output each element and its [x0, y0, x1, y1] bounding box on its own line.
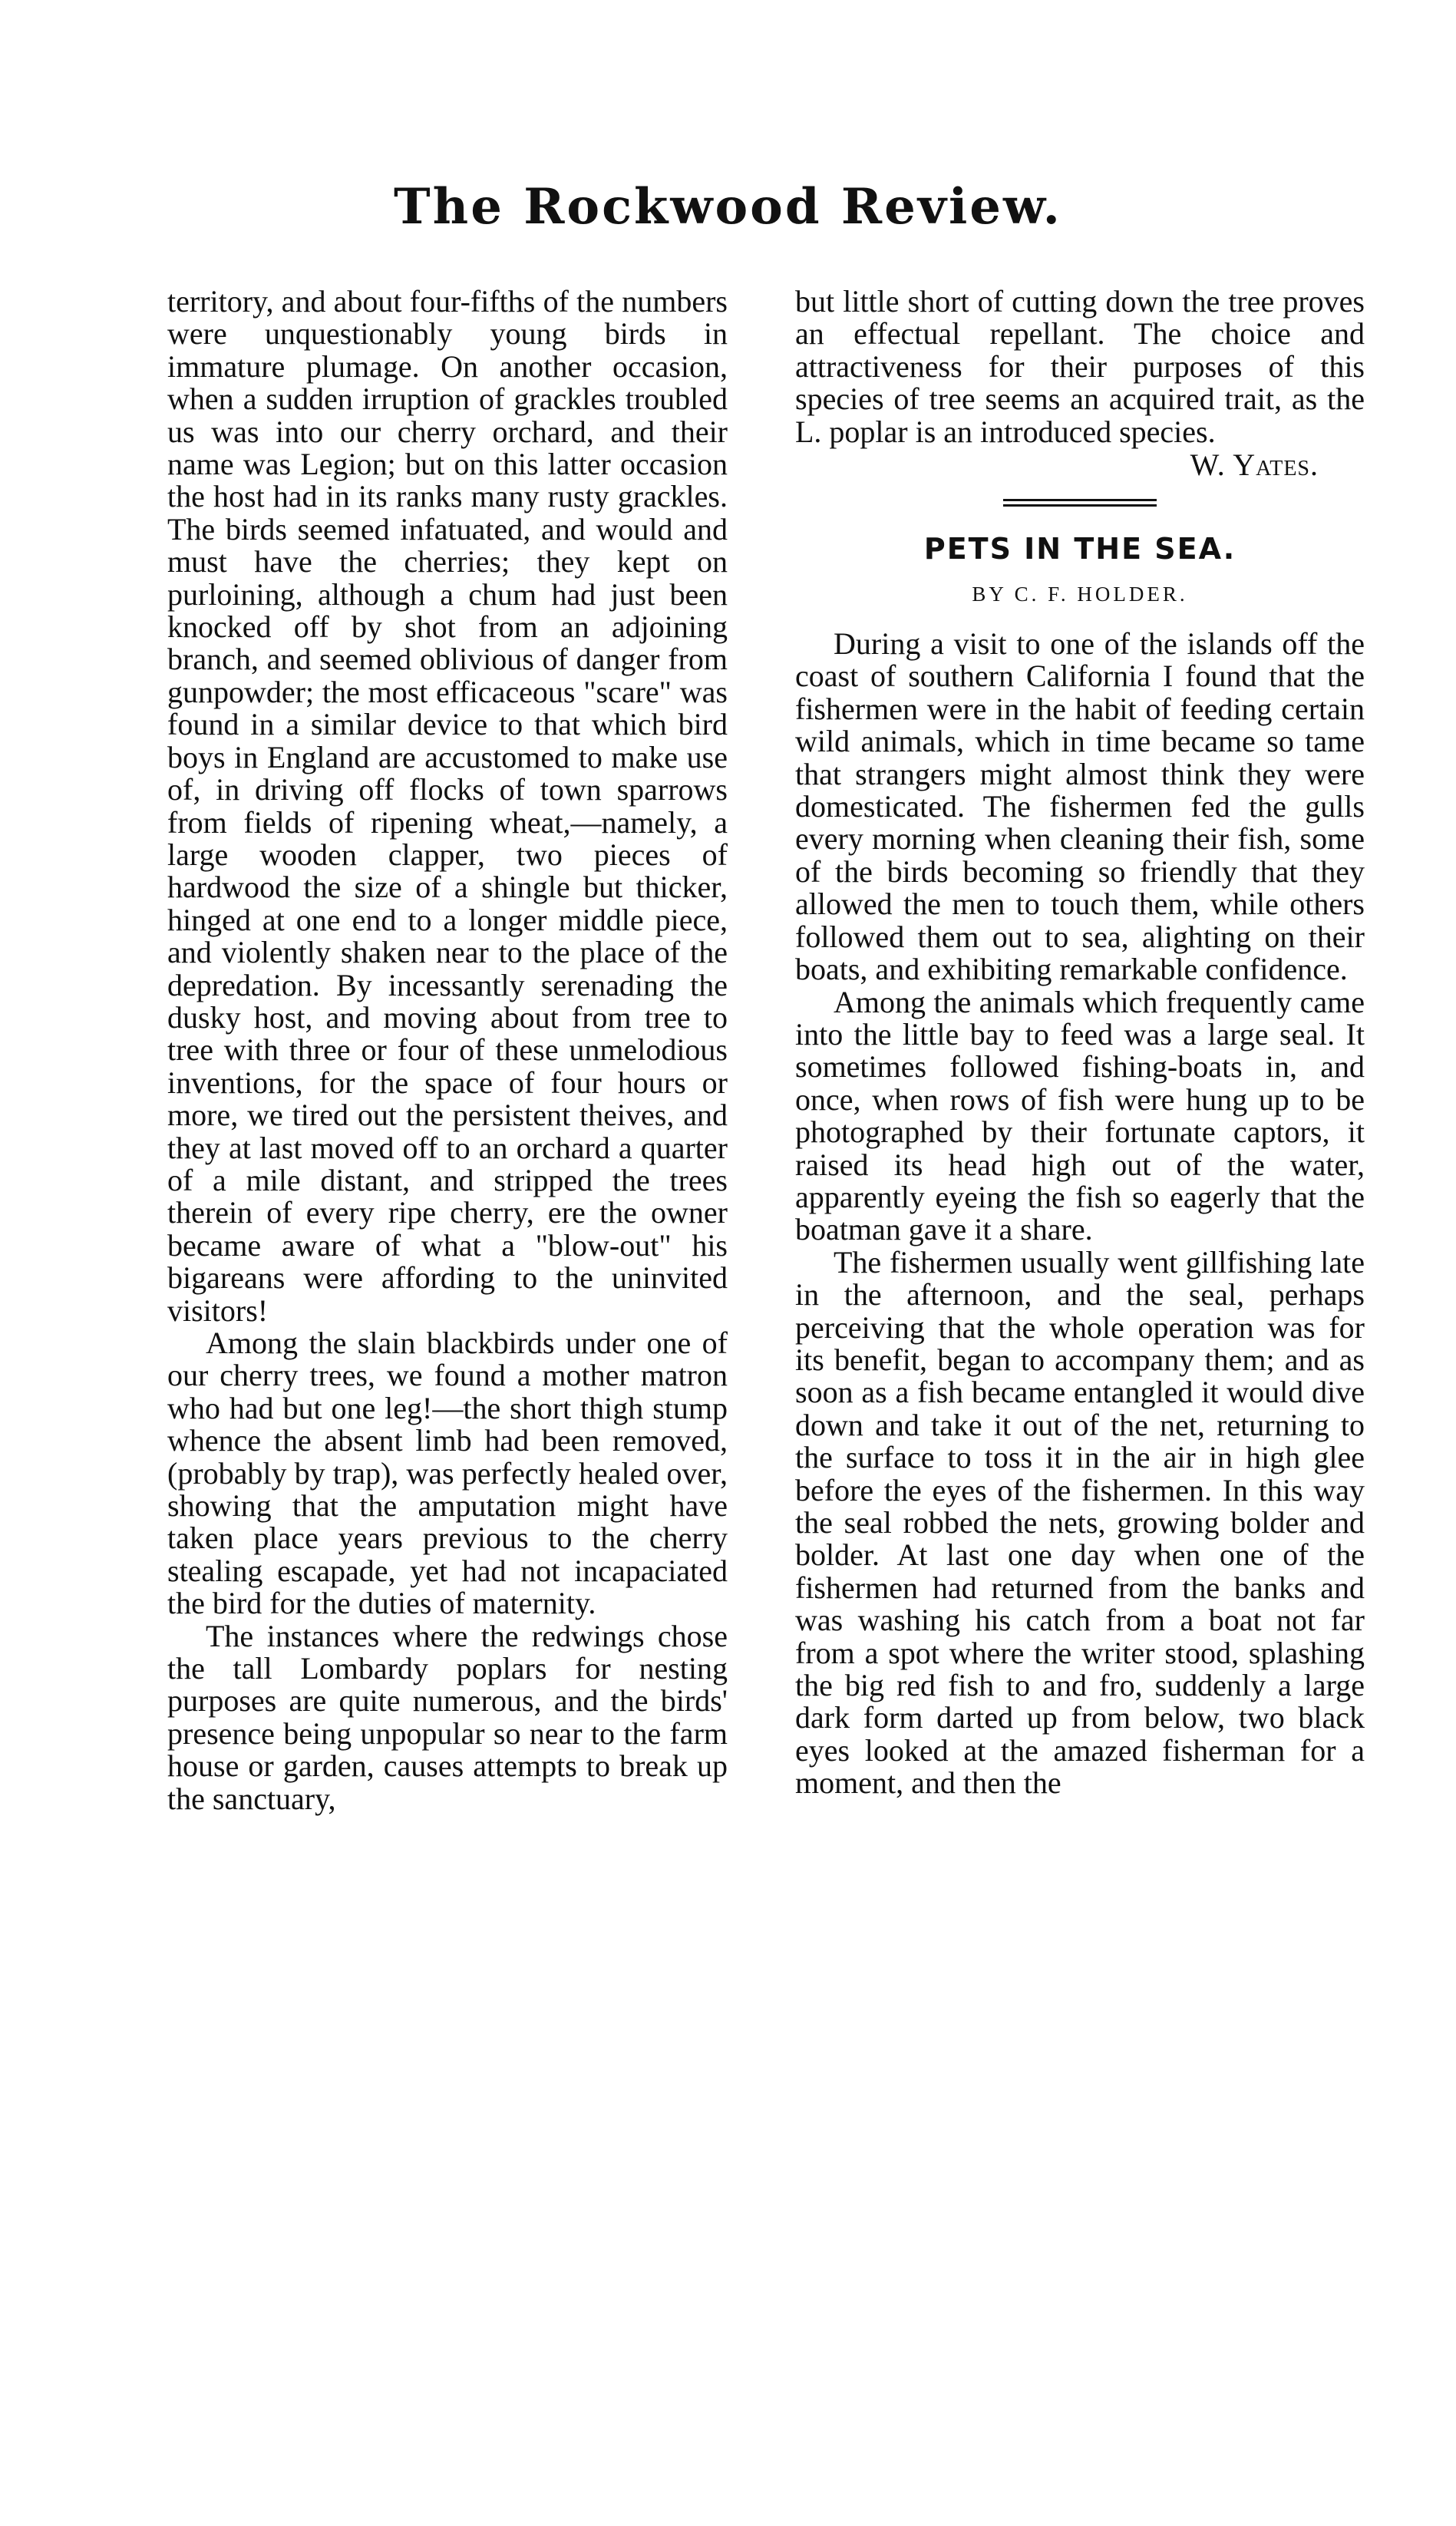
continued-paragraph: but little short of cutting down the tree proves an effectual repellant. The choice and attractiveness for their purposes of this species of tree seems an acquired trait, as the L. poplar is an introduced species. [795, 284, 1365, 449]
right-column [795, 286, 1365, 1800]
author-signature [795, 448, 1365, 482]
left-column [167, 286, 728, 1815]
article-byline: BY C. F. HOLDER. [972, 583, 1188, 606]
section-divider [1003, 499, 1157, 507]
paragraph: During a visit to one of the islands off the coast of southern California I found that the fishermen were in the habit of feeding certain wild animals, which in time became so tame that strangers might almost think they were domesticated. The fishermen fed the gulls every morning when cleaning their fish, some of the birds becoming so friendly that they allowed the men to touch them, while others followed them out to sea, alighting on their boats, and exhibiting remarkable confidence. [795, 626, 1365, 987]
paragraph: territory, and about four-fifths of the numbers were unquestionably young birds in immature plumage. On another occasion, when a sudden irruption of grackles troubled us was into our cherry orchard, and their name was Legion; but on this latter occasion the host had in its ranks many rusty grackles. The birds seemed infatuated, and would and must have the cherries; they kept on purloining, although a chum had just been knocked off by shot from an adjoining branch, and seemed oblivious of danger from gunpowder; the most efficaceous "scare" was found in a similar device to that which bird boys in England are accustomed to make use of, in driving off flocks of town sparrows from fields of ripening wheat,—namely, a large wooden clapper, two pieces of hardwood the size of a shingle but thicker, hinged at one end to a longer middle piece, and violently shaken near to the place of the depredation. By incessantly serenading the dusky host, and moving about from tree to tree with three or four of these unmelodious inventions, for the space of four hours or more, we tired out the persistent theives, and they at last moved off to an orchard a quarter of a mile distant, and stripped the trees therein of every ripe cherry, ere the owner became aware of what a "blow-out" his bigareans were affording to the uninvited visitors! [167, 284, 728, 1328]
page-title: The Rockwood Review. [394, 178, 1062, 236]
article-title: PETS IN THE SEA. [923, 532, 1236, 566]
paragraph: The fishermen usually went gillfishing late in the afternoon, and the seal, perhaps perceiving that the whole operation was for its benefit, began to accompany them; and as soon as a fish became entangled it would dive down and take it out of the net, returning to the surface to toss it in the air in high glee before the eyes of the fishermen. In this way the seal robbed the nets, growing bolder and bolder. At last one day when one of the fishermen had returned from the banks and was washing his catch from a boat not far from a spot where the writer stood, splashing the big red fish to and fro, suddenly a large dark form darted up from below, two black eyes looked at the amazed fisherman for a moment, and then the [795, 1244, 1365, 1801]
paragraph: Among the animals which frequently came into the little bay to feed was a large seal. It sometimes followed fishing-boats in, and once, when rows of fish were hung up to be photographed by their fortunate captors, it raised its head high out of the water, apparently eyeing the fish so eagerly that the boatman gave it a share. [795, 984, 1365, 1247]
paragraph: Among the slain blackbirds under one of our cherry trees, we found a mother matron who had but one leg!—the short thigh stump whence the absent limb had been removed, (probably by trap), was perfectly healed over, showing that the amputation might have taken place years previous to the cherry stealing escapade, yet had not incapaciated the bird for the duties of maternity. [167, 1326, 728, 1621]
signature-text: W. Yates. [1190, 447, 1319, 483]
paragraph: The instances where the redwings chose the tall Lombardy poplars for nesting purposes are quite numerous, and the birds' presence being unpopular so near to the farm house or garden, causes attempts to break up the sanctuary, [167, 1618, 728, 1816]
